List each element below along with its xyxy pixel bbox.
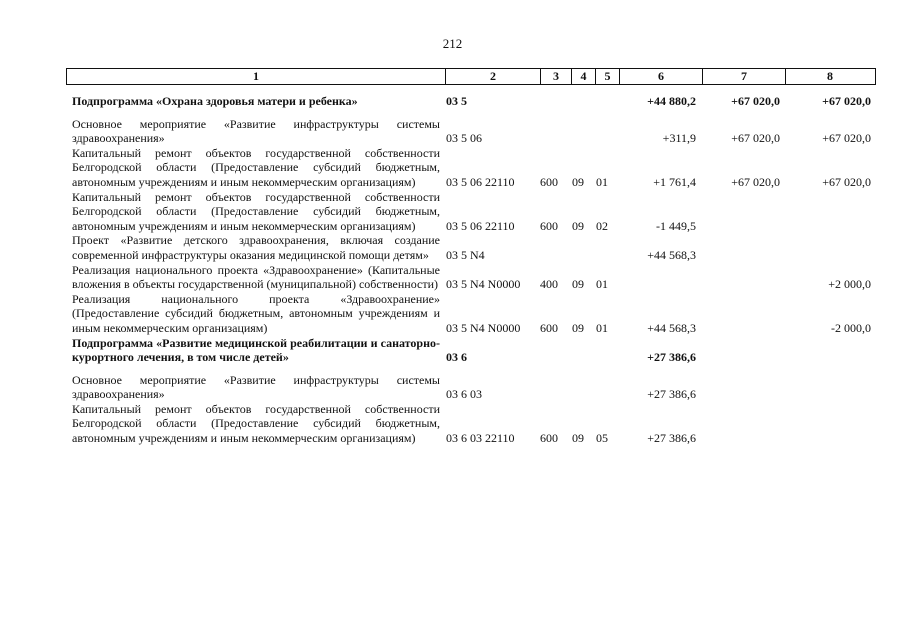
table-row: [72, 146, 872, 190]
row-col3: 600: [540, 431, 558, 446]
header-col-6: 6: [620, 69, 703, 84]
row-value-7: +67 020,0: [731, 131, 780, 146]
table-row: [72, 233, 872, 262]
row-col5: 01: [596, 277, 608, 292]
row-value-6: +27 386,6: [647, 431, 696, 446]
row-value-6: +44 568,3: [647, 320, 696, 335]
row-code: 03 5 06 22110: [446, 218, 515, 233]
table-row: [72, 292, 872, 336]
row-value-8: +67 020,0: [822, 174, 871, 189]
row-value-8: +67 020,0: [822, 131, 871, 146]
header-col-4: 4: [572, 69, 596, 84]
row-value-6: +1 761,4: [653, 174, 696, 189]
row-value-7: +67 020,0: [731, 174, 780, 189]
row-name: Капитальный ремонт объектов государственной собственности Белгородской области (Предоставление субсидий бюджетным, автономным учреждениям и иным некоммерческим организациям): [72, 401, 440, 446]
row-value-6: +44 880,2: [647, 94, 696, 108]
table-row: [72, 336, 872, 365]
row-col5: 01: [596, 320, 608, 335]
row-code: 03 6 03: [446, 387, 482, 402]
row-value-7: +67 020,0: [731, 94, 780, 108]
row-code: 03 5 N4 N0000: [446, 320, 521, 335]
row-value-6: +311,9: [662, 131, 696, 146]
row-col4: 09: [572, 174, 584, 189]
row-name: Подпрограмма «Развитие медицинской реабилитации и санаторно-курортного лечения, в том числе детей»: [72, 335, 440, 365]
row-code: 03 5 N4: [446, 247, 485, 262]
table-row: [72, 373, 872, 402]
row-value-6: +27 386,6: [647, 387, 696, 402]
table-row: [72, 94, 872, 109]
row-col5: 05: [596, 431, 608, 446]
row-name: Реализация национального проекта «Здравоохранение» (Предоставление субсидий бюджетным, автономным учреждениям и иным некоммерческим организациям): [72, 291, 440, 335]
row-col4: 09: [572, 320, 584, 335]
row-value-8: -2 000,0: [831, 320, 871, 335]
table-header: [66, 68, 876, 85]
row-col4: 09: [572, 277, 584, 292]
row-name: Основное мероприятие «Развитие инфраструктуры системы здравоохранения»: [72, 372, 440, 402]
page-number: 212: [442, 36, 463, 51]
row-value-6: +27 386,6: [647, 350, 696, 365]
row-code: 03 5 N4 N0000: [446, 277, 521, 292]
row-col3: 600: [540, 218, 558, 233]
header-col-7: 7: [703, 69, 786, 84]
table-row: [72, 263, 872, 292]
row-col4: 09: [572, 218, 584, 233]
row-name: Капитальный ремонт объектов государственной собственности Белгородской области (Предоставление субсидий бюджетным, автономным учреждениям и иным некоммерческим организациям): [72, 145, 440, 189]
table-body: [72, 94, 872, 446]
row-col4: 09: [572, 431, 584, 446]
row-code: 03 6: [446, 350, 467, 365]
row-value-6: +44 568,3: [647, 247, 696, 262]
row-code: 03 5 06 22110: [446, 174, 515, 189]
row-code: 03 5 06: [446, 131, 482, 146]
row-code: 03 6 03 22110: [446, 431, 515, 446]
header-col-3: 3: [541, 69, 572, 84]
row-col5: 02: [596, 218, 608, 233]
table-row: [72, 117, 872, 146]
header-col-8: 8: [827, 69, 833, 83]
row-col3: 600: [540, 174, 558, 189]
row-name: Реализация национального проекта «Здравоохранение» (Капитальные вложения в объекты государственной (муниципальной) собственности): [72, 262, 440, 292]
header-col-2: 2: [446, 69, 541, 84]
row-name: Капитальный ремонт объектов государственной собственности Белгородской области (Предоставление субсидий бюджетным, автономным учреждениям и иным некоммерческим организациям): [72, 189, 440, 233]
row-code: 03 5: [446, 94, 467, 108]
row-col3: 600: [540, 320, 558, 335]
table-row: [72, 190, 872, 234]
row-name: Проект «Развитие детского здравоохранения, включая создание современной инфраструктуры оказания медицинской помощи детям»: [72, 233, 440, 262]
table-row: [72, 402, 872, 446]
row-col3: 400: [540, 277, 558, 292]
row-name: Подпрограмма «Охрана здоровья матери и ребенка»: [72, 94, 358, 108]
row-value-8: +67 020,0: [822, 94, 871, 108]
row-name: Основное мероприятие «Развитие инфраструктуры системы здравоохранения»: [72, 116, 440, 146]
row-value-6: -1 449,5: [656, 218, 696, 233]
row-col5: 01: [596, 174, 608, 189]
header-col-1: 1: [67, 69, 446, 84]
row-value-8: +2 000,0: [828, 277, 871, 292]
header-col-5: 5: [596, 69, 620, 84]
